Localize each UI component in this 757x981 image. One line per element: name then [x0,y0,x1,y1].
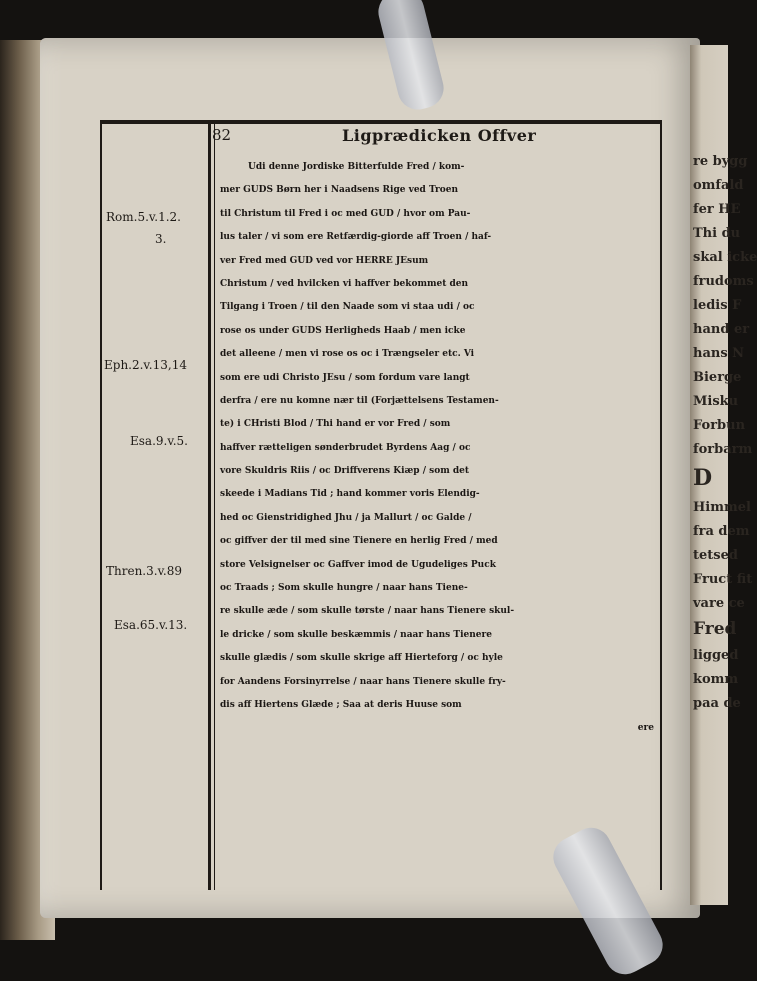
facing-fragment: D [693,465,713,491]
catchword: ere [637,723,654,734]
text-line: mer GUDS Børn her i Naadsens Rige ved Troen [220,185,459,196]
text-line: skeede i Madians Tid ; hand kommer voris Elendig- [220,489,480,500]
text-line: det alleene / men vi rose os oc i Trængseler etc. Vi [220,349,475,360]
facing-fragment: hans N [693,346,745,361]
text-line: Christum / ved hvilcken vi haffver bekommet den [220,278,469,289]
facing-fragment: Fruct fit [693,572,753,587]
text-line: skulle glædis / som skulle skrige aff Hierteforg / oc hyle [220,653,503,664]
text-line: for Aandens Forsinyrrelse / naar hans Tienere skulle fry- [220,676,506,687]
facing-fragment: Misku [693,394,739,409]
margin-note: 3. [155,232,167,246]
text-line: ver Fred med GUD ved vor HERRE JEsum [220,255,429,266]
text-line: le dricke / som skulle beskæmmis / naar hans Tienere [220,629,492,640]
text-line: som ere udi Christo JEsu / som fordum vare langt [220,372,470,383]
margin-note: Esa.65.v.13. [114,618,188,632]
facing-page-edge [690,45,757,905]
facing-fragment: ledis F [693,298,742,313]
text-line: lus taler / vi som ere Retfærdig-giorde aff Troen / haf- [220,232,492,243]
facing-fragment: vare ce [693,596,745,611]
body-text [220,156,660,741]
facing-fragment: fer HE [693,202,741,217]
facing-fragment: komm [693,672,739,687]
text-frame [100,120,662,890]
text-line: til Christum til Fred i oc med GUD / hvor om Pau- [220,208,471,219]
margin-note: Thren.3.v.89 [106,564,183,578]
facing-fragment: forbarm [693,442,753,457]
margin-note: Rom.5.v.1.2. [106,210,181,224]
facing-fragment: paa de [693,696,741,711]
text-line: te) i CHristi Blod / Thi hand er vor Fred / som [220,419,451,430]
right-rule [660,120,662,890]
facing-fragment: tetsed [693,548,738,563]
facing-fragment: fra dem [693,524,750,539]
facing-fragment: omfald [693,178,744,193]
text-line: re skulle æde / som skulle tørste / naar hans Tienere skul- [220,606,515,617]
running-title: Ligprædicken Offver [342,126,537,145]
top-rule [100,120,660,124]
facing-fragment: Fred [693,619,737,639]
text-line: vore Skuldris Riis / oc Driffverens Kiæp / som det [220,466,470,477]
text-line: rose os under GUDS Herligheds Haab / men icke [220,325,466,336]
text-line: store Velsignelser oc Gaffver imod de Ugudeliges Puck [220,559,496,570]
text-line: oc giffver der til med sine Tienere en herlig Fred / med [220,536,498,547]
margin-note: Esa.9.v.5. [130,434,188,448]
text-line: derfra / ere nu komne nær til (Forjættelsens Testamen- [220,395,499,406]
text-line: haffver rætteligen sønderbrudet Byrdens Aag / oc [220,442,471,453]
margin-note: Eph.2.v.13,14 [104,358,187,372]
facing-fragment: Bierge [693,370,742,385]
facing-fragment: Himmel [693,500,751,515]
text-line: Udi denne Jordiske Bitterfulde Fred / kom- [248,162,465,172]
facing-fragment: hand er [693,322,750,337]
text-line: oc Traads ; Som skulle hungre / naar hans Tiene- [220,583,468,594]
facing-fragment: skal icke [693,250,757,265]
facing-fragment: Forbun [693,418,746,433]
facing-fragment: re bygg [693,154,748,169]
page-header [212,126,652,150]
margin-rule-thin [214,120,215,890]
facing-fragment: Thi du [693,226,741,241]
page-number: 82 [212,126,232,144]
text-line: hed oc Gienstridighed Jhu / ja Mallurt / oc Galde / [220,512,472,523]
facing-fragment: frudoms [693,274,754,289]
facing-fragment: ligged [693,648,739,663]
text-line: Tilgang i Troen / til den Naade som vi staa udi / oc [220,302,475,313]
margin-rule [208,120,211,890]
text-line: dis aff Hiertens Glæde ; Saa at deris Huuse som [220,699,462,710]
left-rule [100,120,102,890]
